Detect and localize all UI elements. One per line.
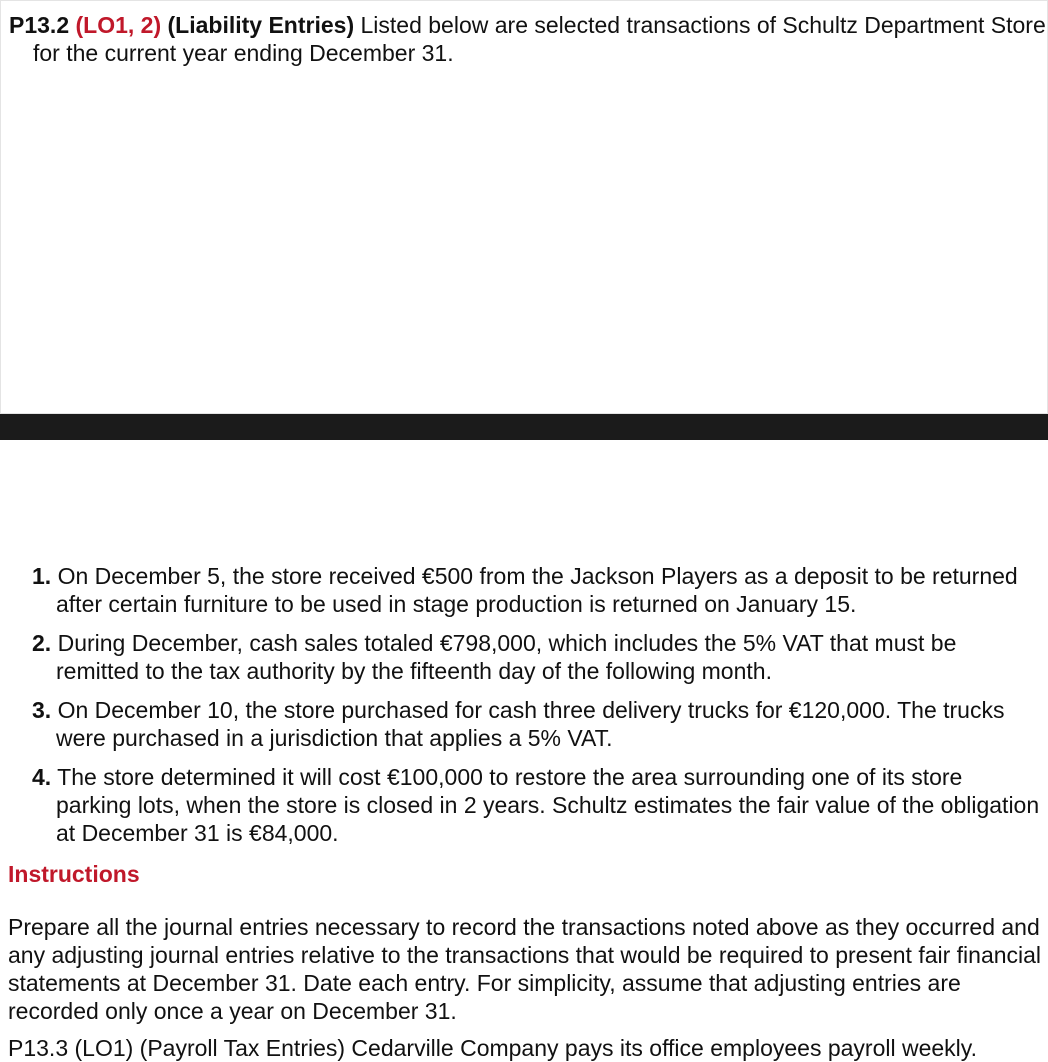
item-number: 2. xyxy=(32,630,52,656)
item-number: 3. xyxy=(32,697,52,723)
transaction-list xyxy=(32,562,1042,858)
list-item xyxy=(32,562,1042,618)
problem-heading xyxy=(9,11,1048,67)
problem-header-panel xyxy=(0,0,1048,414)
item-number: 4. xyxy=(32,764,52,790)
item-text: The store determined it will cost €100,000 to restore the area surrounding one of its store parking lots, when the store is closed in 2 years. Schultz estimates the fair value of the obligation at December 31 is €84,000. xyxy=(56,764,1040,846)
instructions-heading: Instructions xyxy=(8,861,140,887)
problem-number: P13.2 xyxy=(9,12,70,38)
learning-objectives: (LO1, 2) xyxy=(75,12,162,38)
item-text: On December 5, the store received €500 from the Jackson Players as a deposit to be returned after certain furniture to be used in stage production is returned on January 15. xyxy=(56,563,1018,617)
item-number: 1. xyxy=(32,563,52,589)
list-item xyxy=(32,629,1042,685)
problem-intro: Listed below are selected transactions of Schultz Department Store for the current year ending December 31. xyxy=(33,12,1046,66)
list-item xyxy=(32,763,1042,847)
item-text: During December, cash sales totaled €798,000, which includes the 5% VAT that must be remitted to the tax authority by the fifteenth day of the following month. xyxy=(56,630,957,684)
section-divider-band xyxy=(0,414,1048,440)
list-item xyxy=(32,696,1042,752)
item-text: On December 10, the store purchased for cash three delivery trucks for €120,000. The trucks were purchased in a jurisdiction that applies a 5% VAT. xyxy=(56,697,1005,751)
instructions-text: Prepare all the journal entries necessary to record the transactions noted above as they occurred and any adjusting journal entries relative to the transactions that would be required to present fair financial statements at December 31. Date each entry. For simplicity, assume that adjusting entries are recorded only once a year on December 31. xyxy=(8,914,1042,1024)
next-problem-cutoff: P13.3 (LO1) (Payroll Tax Entries) Cedarville Company pays its office employees payroll weekly. xyxy=(8,1035,977,1061)
problem-topic: (Liability Entries) xyxy=(167,12,355,38)
